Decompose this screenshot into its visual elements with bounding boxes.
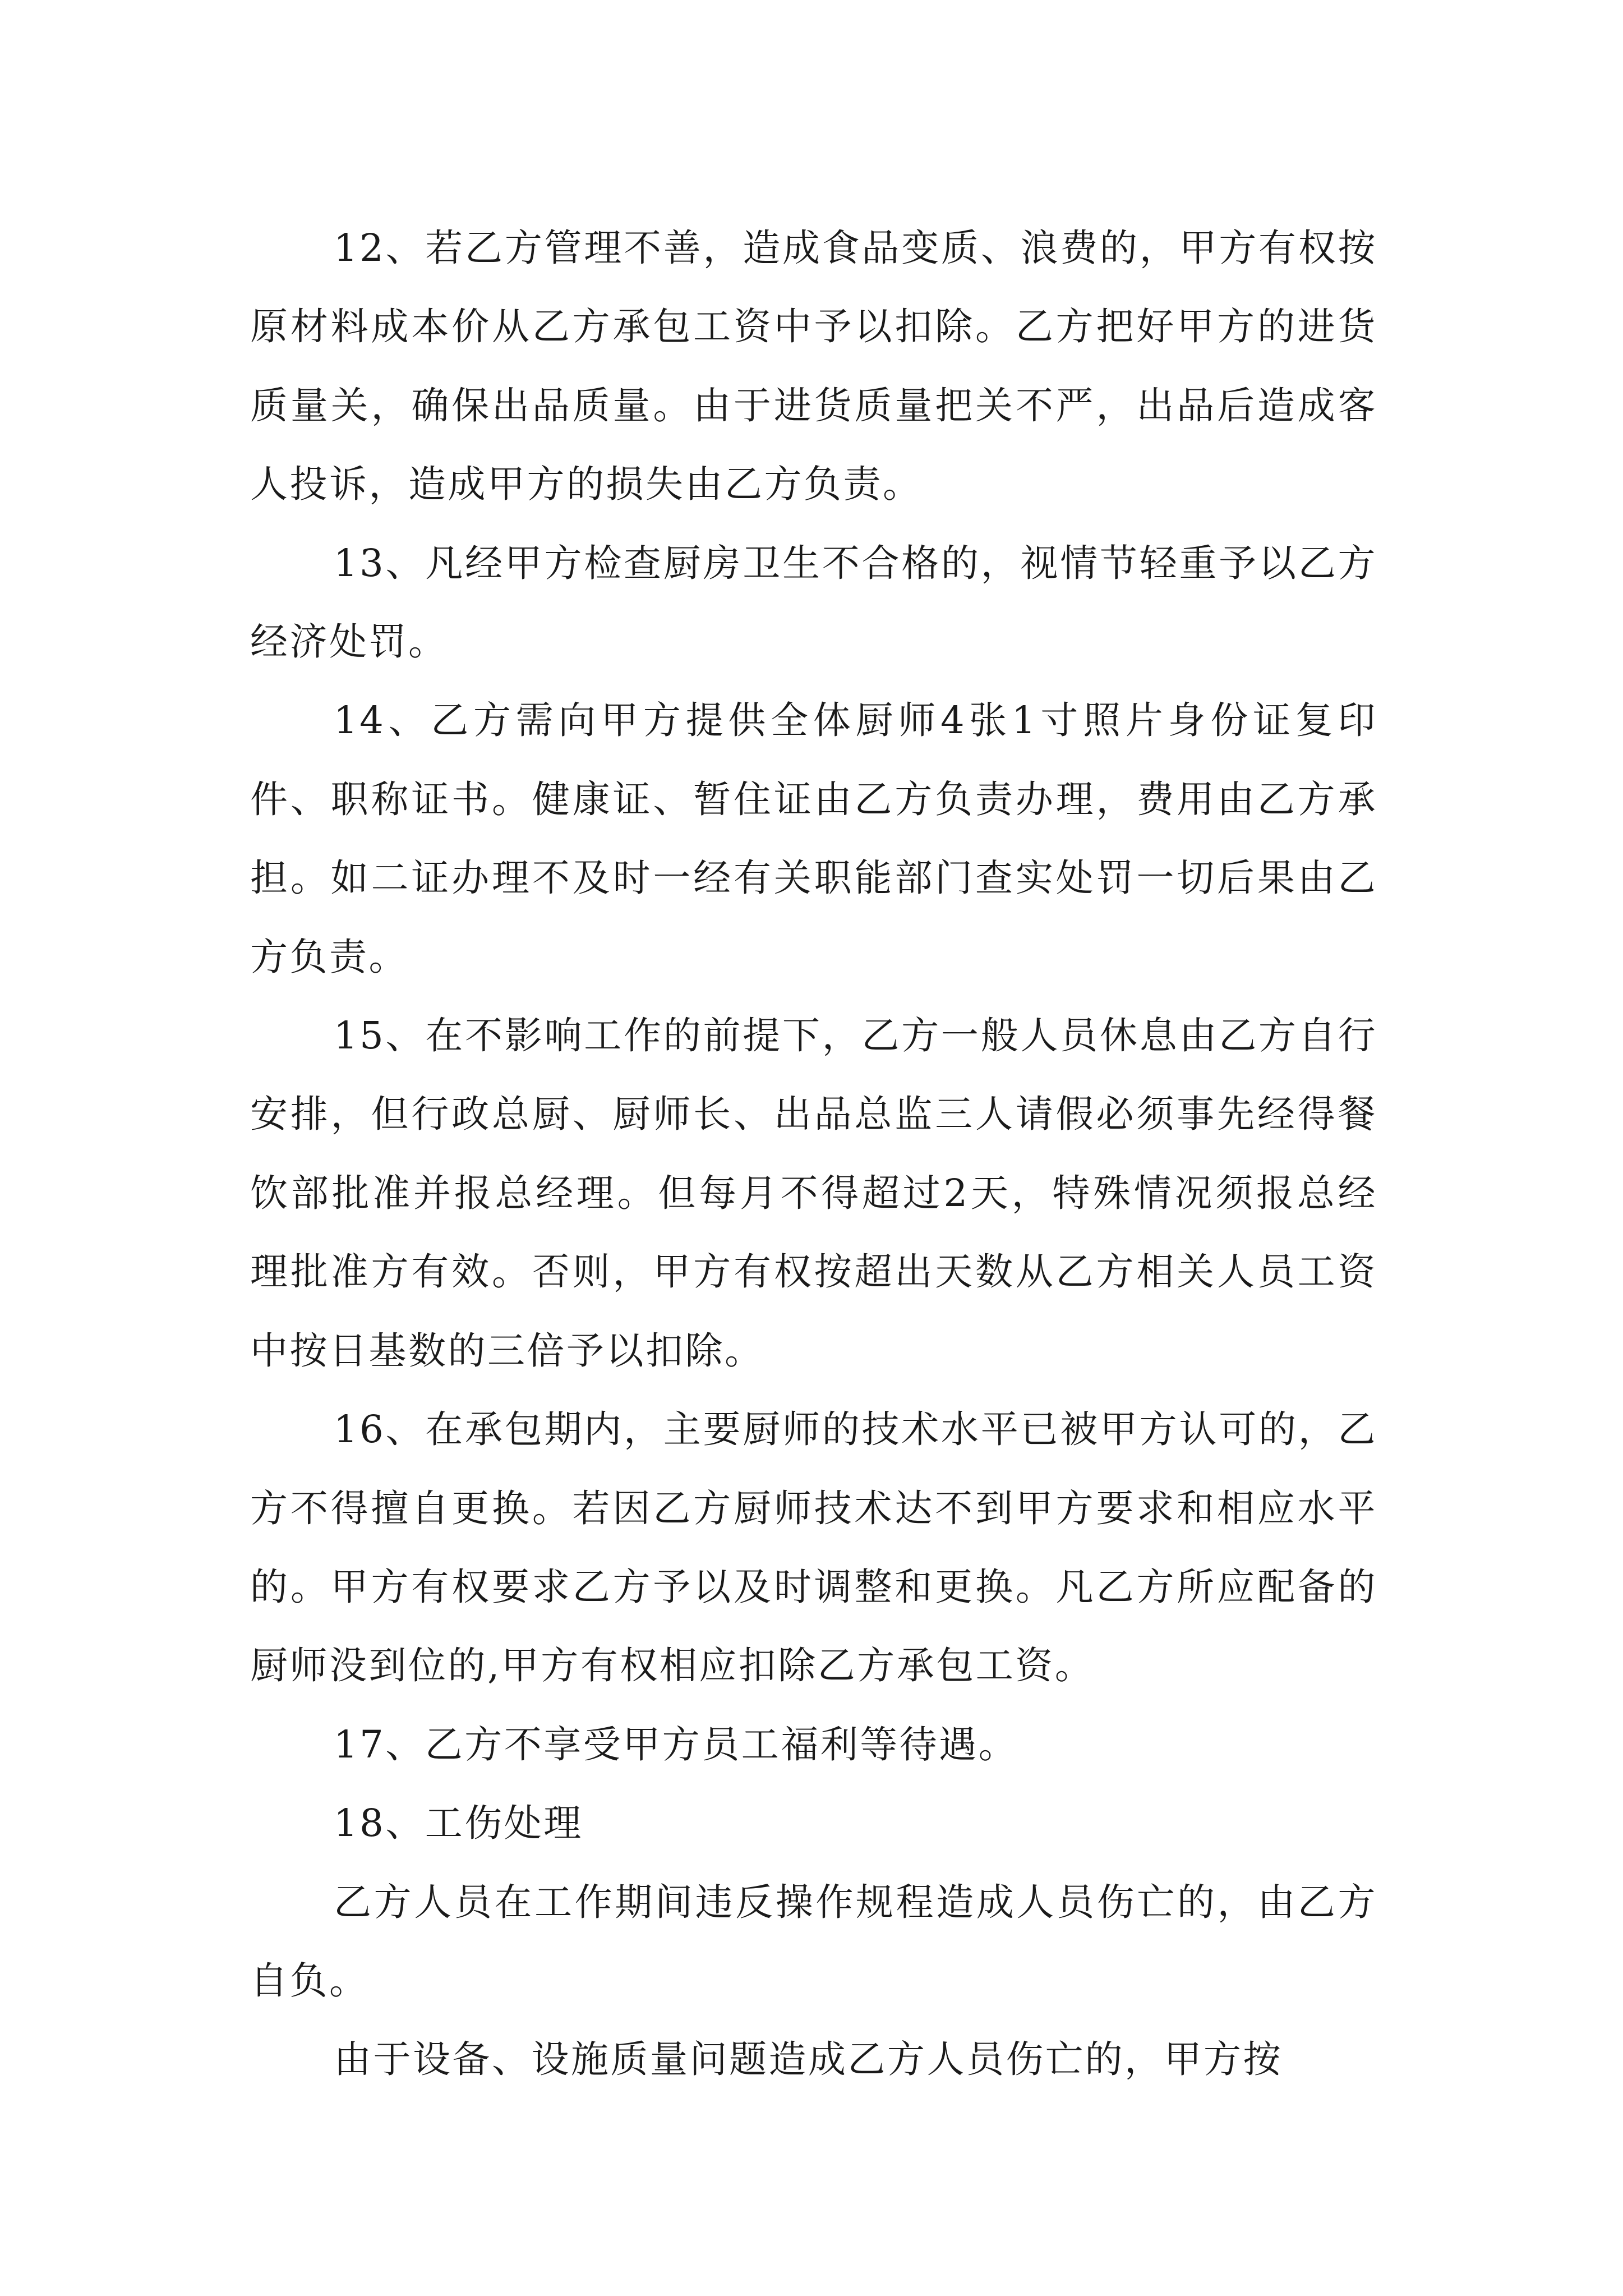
paragraph-injury-violation: 乙方人员在工作期间违反操作规程造成人员伤亡的，由乙方自负。 <box>250 1880 1377 2003</box>
paragraph-item-17: 17、乙方不享受甲方员工福利等待遇。 <box>334 1722 1018 1766</box>
paragraph-item-12: 12、若乙方管理不善，造成食品变质、浪费的，甲方有权按原材料成本价从乙方承包工资中予以扣除。乙方把好甲方的进货质量关，确保出品质量。由于进货质量把关不严，出品后造成客人投诉，造成甲方的损失由乙方负责。 <box>250 226 1377 507</box>
paragraph-item-18-heading: 18、工伤处理 <box>334 1801 583 1846</box>
paragraph-item-13: 13、凡经甲方检查厨房卫生不合格的，视情节轻重予以乙方经济处罚。 <box>250 541 1377 664</box>
paragraph-item-15: 15、在不影响工作的前提下，乙方一般人员休息由乙方自行安排，但行政总厨、厨师长、出品总监三人请假必须事先经得餐饮部批准并报总经理。但每月不得超过2天，特殊情况须报总经理批准方有效。否则，甲方有权按超出天数从乙方相关人员工资中按日基数的三倍予以扣除。 <box>250 1014 1377 1373</box>
paragraph-item-16: 16、在承包期内，主要厨师的技术水平已被甲方认可的，乙方不得擅自更换。若因乙方厨师技术达不到甲方要求和相应水平的。甲方有权要求乙方予以及时调整和更换。凡乙方所应配备的厨师没到位的,甲方有权相应扣除乙方承包工资。 <box>250 1407 1377 1688</box>
paragraph-injury-equipment: 由于设备、设施质量问题造成乙方人员伤亡的，甲方按 <box>334 2037 1283 2082</box>
paragraph-item-14: 14、乙方需向甲方提供全体厨师4张1寸照片身份证复印件、职称证书。健康证、暂住证由乙方负责办理，费用由乙方承担。如二证办理不及时一经有关职能部门查实处罚一切后果由乙方负责。 <box>250 698 1377 979</box>
document-body <box>250 209 1377 2099</box>
